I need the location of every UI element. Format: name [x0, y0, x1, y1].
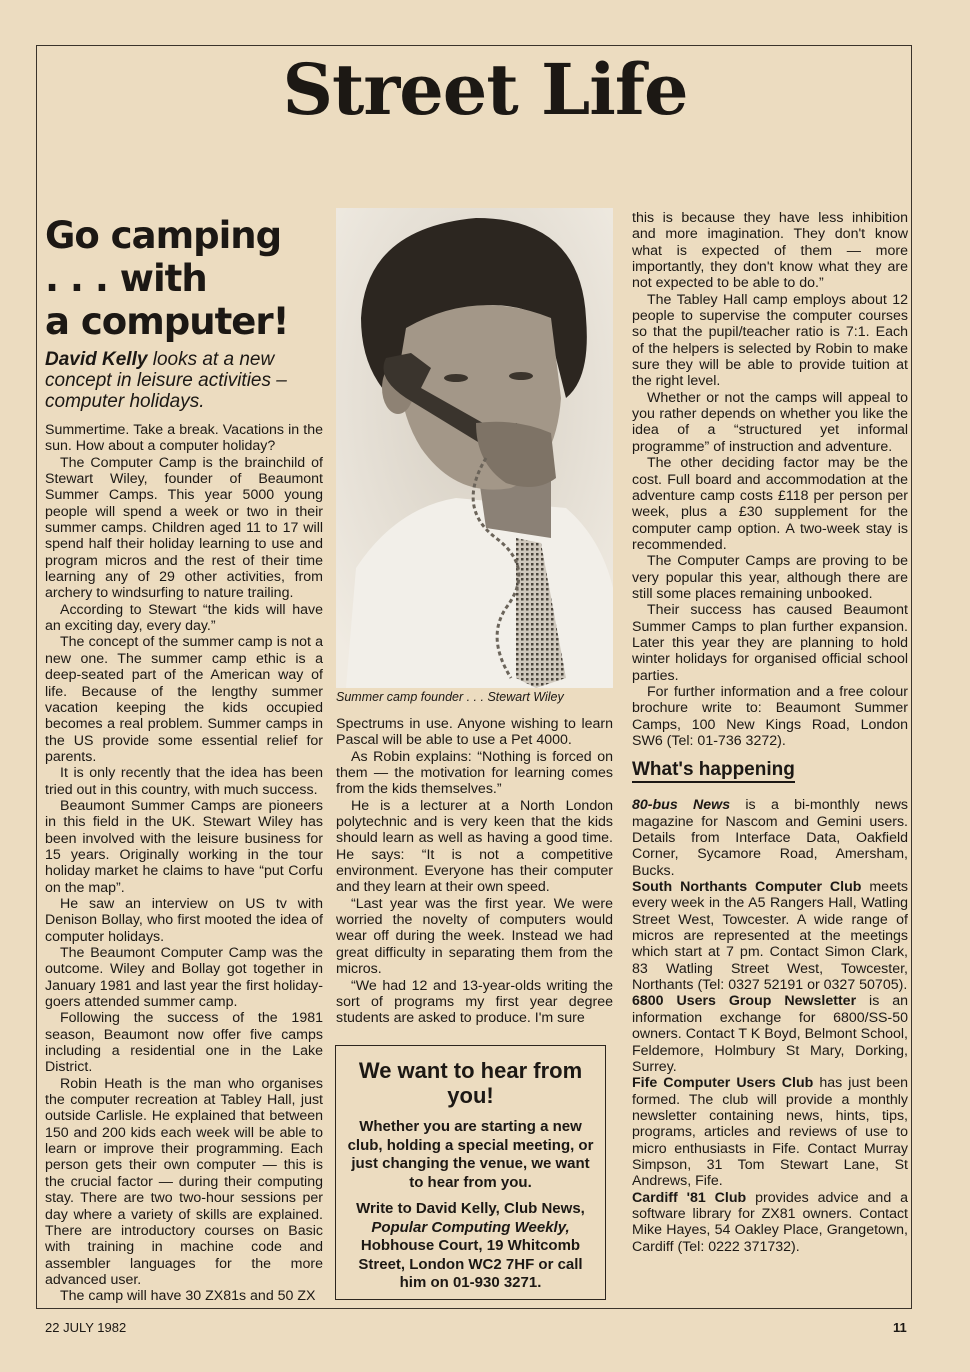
- news-item-title: 6800 Users Group Newsletter: [632, 993, 857, 1010]
- paragraph: He saw an interview on US tv with Denison Bollay, who first mooted the idea of computer holidays.: [45, 895, 323, 945]
- address-part: Write to David Kelly, Club News,: [356, 1200, 585, 1217]
- publication-name: Popular Computing Weekly,: [371, 1218, 570, 1236]
- news-item-text: provides advice and a software library for ZX81 owners. Contact Mike Hayes, 54 Oakley Place, Grangetown, Cardiff (Tel: 0222 371732).: [632, 1189, 909, 1255]
- news-item-title: Cardiff '81 Club: [632, 1189, 747, 1206]
- news-item-text: is an information exchange for 6800/SS-50 owners. Contact T K Boyd, Belmont School, Feldemore, Holmbury St Mary, Dorking, Surrey.: [632, 993, 908, 1075]
- news-item-title: South Northants Computer Club: [632, 879, 862, 896]
- photo-caption: Summer camp founder . . . Stewart Wiley: [336, 690, 564, 704]
- news-item-title: 80-bus News: [632, 797, 731, 814]
- paragraph: Whether or not the camps will appeal to you rather depends on whether you like the idea of a “structured yet informal programme” of instruction and adventure.: [632, 389, 908, 455]
- contact-box-address: [336, 1200, 605, 1293]
- paragraph: “Last year was the first year. We were worried the novelty of computers would wear off during the week. Instead we had great difficulty in separating them from the micros.: [336, 895, 613, 978]
- news-item-title: Fife Computer Users Club: [632, 1075, 814, 1092]
- paragraph: Summertime. Take a break. Vacations in the sun. How about a computer holiday?: [45, 422, 323, 455]
- paragraph: The concept of the summer camp is not a new one. The summer camp ethic is a deep-seated part of the American way of life. Because of the lengthy summer vacation keeping the kids occupied becomes a real problem. Summer camps in the US provide some essential relief for parents.: [45, 634, 323, 765]
- paragraph: The other deciding factor may be the cost. Full board and accommodation at the adventure camp costs £118 per person per week, plus a £30 supplement for the computer camp option. A two-week stay is recommended.: [632, 455, 908, 553]
- news-item-text: meets every week in the A5 Rangers Hall, Watling Street West, Towcester. A wide range of micros are represented at the meetings which start at 7 pm. Contact Simon Clark, 83 Watling Street West, Towcester, Northants (Tel: 0327 52191 or 0327 50705).: [632, 879, 909, 994]
- address-part: Hobhouse Court, 19 Whitcomb Street, London WC2 7HF or call him on 01-930 3271.: [358, 1237, 583, 1291]
- headline-line: a computer!: [45, 300, 289, 343]
- paragraph: For further information and a free colour brochure write to: Beaumont Summer Camps, 100 New Kings Road, London SW6 (Tel: 01-736 3272).: [632, 683, 908, 749]
- paragraph: Robin Heath is the man who organises the computer recreation at Tabley Hall, just outside Carlisle. He explained that between 150 and 200 kids each week will be able to learn or improve their programming. Each person gets their own computer — this is the crucial factor — during their computing stay. There are two two-hour sessions per day where a variety of skills are explained. There are introductory courses on Basic with training in machine code and assembler languages for the more advanced user.: [45, 1075, 323, 1288]
- paragraph: According to Stewart “the kids will have an exciting day, every day.”: [45, 601, 323, 635]
- standfirst-text: looks at a new concept in leisure activities – computer holidays.: [45, 349, 287, 412]
- news-item: [632, 1190, 908, 1255]
- headline-line: Go camping: [45, 214, 282, 257]
- paragraph: The camp will have 30 ZX81s and 50 ZX: [60, 1288, 316, 1305]
- news-item: [632, 1075, 908, 1189]
- paragraph: Spectrums in use. Anyone wishing to learn Pascal will be able to use a Pet 4000.: [336, 716, 613, 749]
- news-item-text: has just been formed. The club will provide a monthly newsletter containing news, hints, tips, programs, articles and reviews of use to micro enthusiasts in Fife. Contact Murray Simpson, 31 Tom Stewart Lane, St Andrews, Fife.: [632, 1075, 908, 1190]
- news-item: [632, 797, 908, 879]
- contact-box: [335, 1045, 606, 1300]
- paragraph: The Computer Camp is the brainchild of Stewart Wiley, founder of Beaumont Summer Camps. This year 5000 young people will spend a week or two in their summer camps. Children aged 11 to 17 will spend half their holiday learning to use and program micros and the rest of their time learning any of 29 other activities, from archery to windsurfing to nature trailing.: [45, 454, 323, 602]
- article-headline: [45, 214, 323, 343]
- article-column-2: [336, 716, 613, 1027]
- paragraph: The Computer Camps are proving to be very popular this year, although there are still some places remaining unbooked.: [632, 553, 908, 602]
- news-item: [632, 993, 908, 1075]
- headline-line: . . . with: [45, 257, 207, 300]
- paragraph: Their success has caused Beaumont Summer Camps to plan further expansion. Later this year they are planning to hold winter holidays for organised official school parties.: [632, 602, 908, 684]
- paragraph: Following the success of the 1981 season, Beaumont now offer five camps including a residential one in the Lake District.: [45, 1010, 323, 1076]
- paragraph: It is only recently that the idea has been tried out in this country, with much success.: [45, 765, 323, 798]
- standfirst: [45, 349, 323, 412]
- article-column-1: [45, 214, 323, 1305]
- whats-happening-heading: What's happening: [632, 759, 795, 783]
- footer-date: 22 JULY 1982: [45, 1320, 127, 1335]
- masthead-title: Street Life: [282, 48, 688, 131]
- photo-stewart-wiley: [336, 208, 613, 688]
- page-number: 11: [893, 1320, 907, 1335]
- author-name: David Kelly: [45, 349, 148, 370]
- paragraph: The Beaumont Computer Camp was the outcome. Wiley and Bollay got together in January 1981 and last year the first holiday-goers attended summer camp.: [45, 945, 323, 1011]
- portrait-illustration: [336, 208, 613, 688]
- paragraph: The Tabley Hall camp employs about 12 people to supervise the computer courses so that the pupil/teacher ratio is 7:1. Each of the helpers is selected by Robin to make sure they will be able to provide tuition at the right level.: [632, 291, 908, 390]
- news-item: [632, 879, 908, 993]
- paragraph: this is because they have less inhibition and more imagination. They don't know what is expected of them — more importantly, they don't know what they are not expected to be able to do.”: [632, 210, 908, 292]
- contact-box-text: Whether you are starting a new club, holding a special meeting, or just changing the venue, we want to hear from you.: [347, 1118, 594, 1191]
- paragraph: “We had 12 and 13-year-olds writing the sort of programs my first year degree students are asked to produce. I'm sure: [336, 977, 613, 1027]
- article-column-3: [632, 210, 908, 1255]
- paragraph: As Robin explains: “Nothing is forced on them — the motivation for learning comes from the kids themselves.”: [336, 748, 613, 798]
- paragraph: Beaumont Summer Camps are pioneers in this field in the UK. Stewart Wiley has been involved with the leisure business for 15 years. Originally working in the tour holiday market he claims to have “put Corfu on the map”.: [45, 797, 323, 896]
- news-item-text: is a bi-monthly news magazine for Nascom and Gemini users. Details from Interface Data, Oakfield Corner, Sycamore Road, Amersham, Bucks.: [632, 797, 908, 879]
- paragraph: He is a lecturer at a North London polytechnic and is very keen that the kids should learn as well as having a good time. He says: “It is not a competitive environment. Everyone has their computer and they learn at their own speed.: [336, 797, 613, 896]
- contact-box-heading: We want to hear from you!: [358, 1058, 583, 1108]
